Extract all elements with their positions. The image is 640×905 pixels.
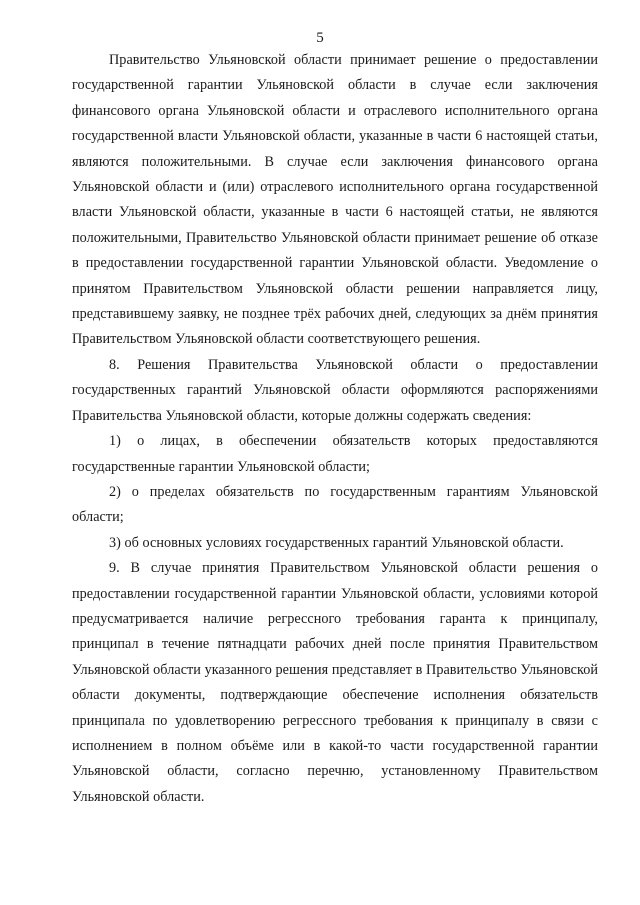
list-item-2: 2) о пределах обязательств по государственным гарантиям Ульяновской области; <box>72 483 598 526</box>
document-body <box>72 48 598 810</box>
paragraph-item-9: 9. В случае принятия Правительством Ульяновской области решения о предоставлении государственной гарантии Ульяновской области, условиями которой предусматривается наличие регрессного требования гаранта к принципалу, принципал в течение пятнадцати рабочих дней после принятия Правительством Ульяновской области указанного решения представляет в Правительство Ульяновской области документы, подтверждающие обеспечение исполнения обязательств принципала по удовлетворению регрессного требования к принципалу в связи с исполнением в полном объёме или в какой-то части государственной гарантии Ульяновской области, согласно перечню, установленному Правительством Ульяновской области. <box>72 560 598 805</box>
paragraph-government-decision: Правительство Ульяновской области принимает решение о предоставлении государственной гарантии Ульяновской области в случае если заключения финансового органа Ульяновской области и отраслевого исполнительного органа государственной власти Ульяновской области, указанные в части 6 настоящей статьи, являются положительными. В случае если заключения финансового органа Ульяновской области и (или) отраслевого исполнительного органа государственной власти Ульяновской области, указанные в части 6 настоящей статьи, не являются положительными, Правительство Ульяновской области принимает решение об отказе в предоставлении государственной гарантии Ульяновской области. Уведомление о принятом Правительством Ульяновской области решении направляется лицу, представившему заявку, не позднее трёх рабочих дней, следующих за днём принятия Правительством Ульяновской области соответствующего решения. <box>72 52 598 348</box>
list-item-1: 1) о лицах, в обеспечении обязательств которых предоставляются государственные гарантии Ульяновской области; <box>72 433 598 475</box>
paragraph-item-8: 8. Решения Правительства Ульяновской области о предоставлении государственных гарантий Ульяновской области оформляются распоряжениями Правительства Ульяновской области, которые должны содержать сведения: <box>72 356 598 424</box>
list-item-3: 3) об основных условиях государственных гарантий Ульяновской области. <box>109 534 564 551</box>
page-number: 5 <box>316 30 324 46</box>
